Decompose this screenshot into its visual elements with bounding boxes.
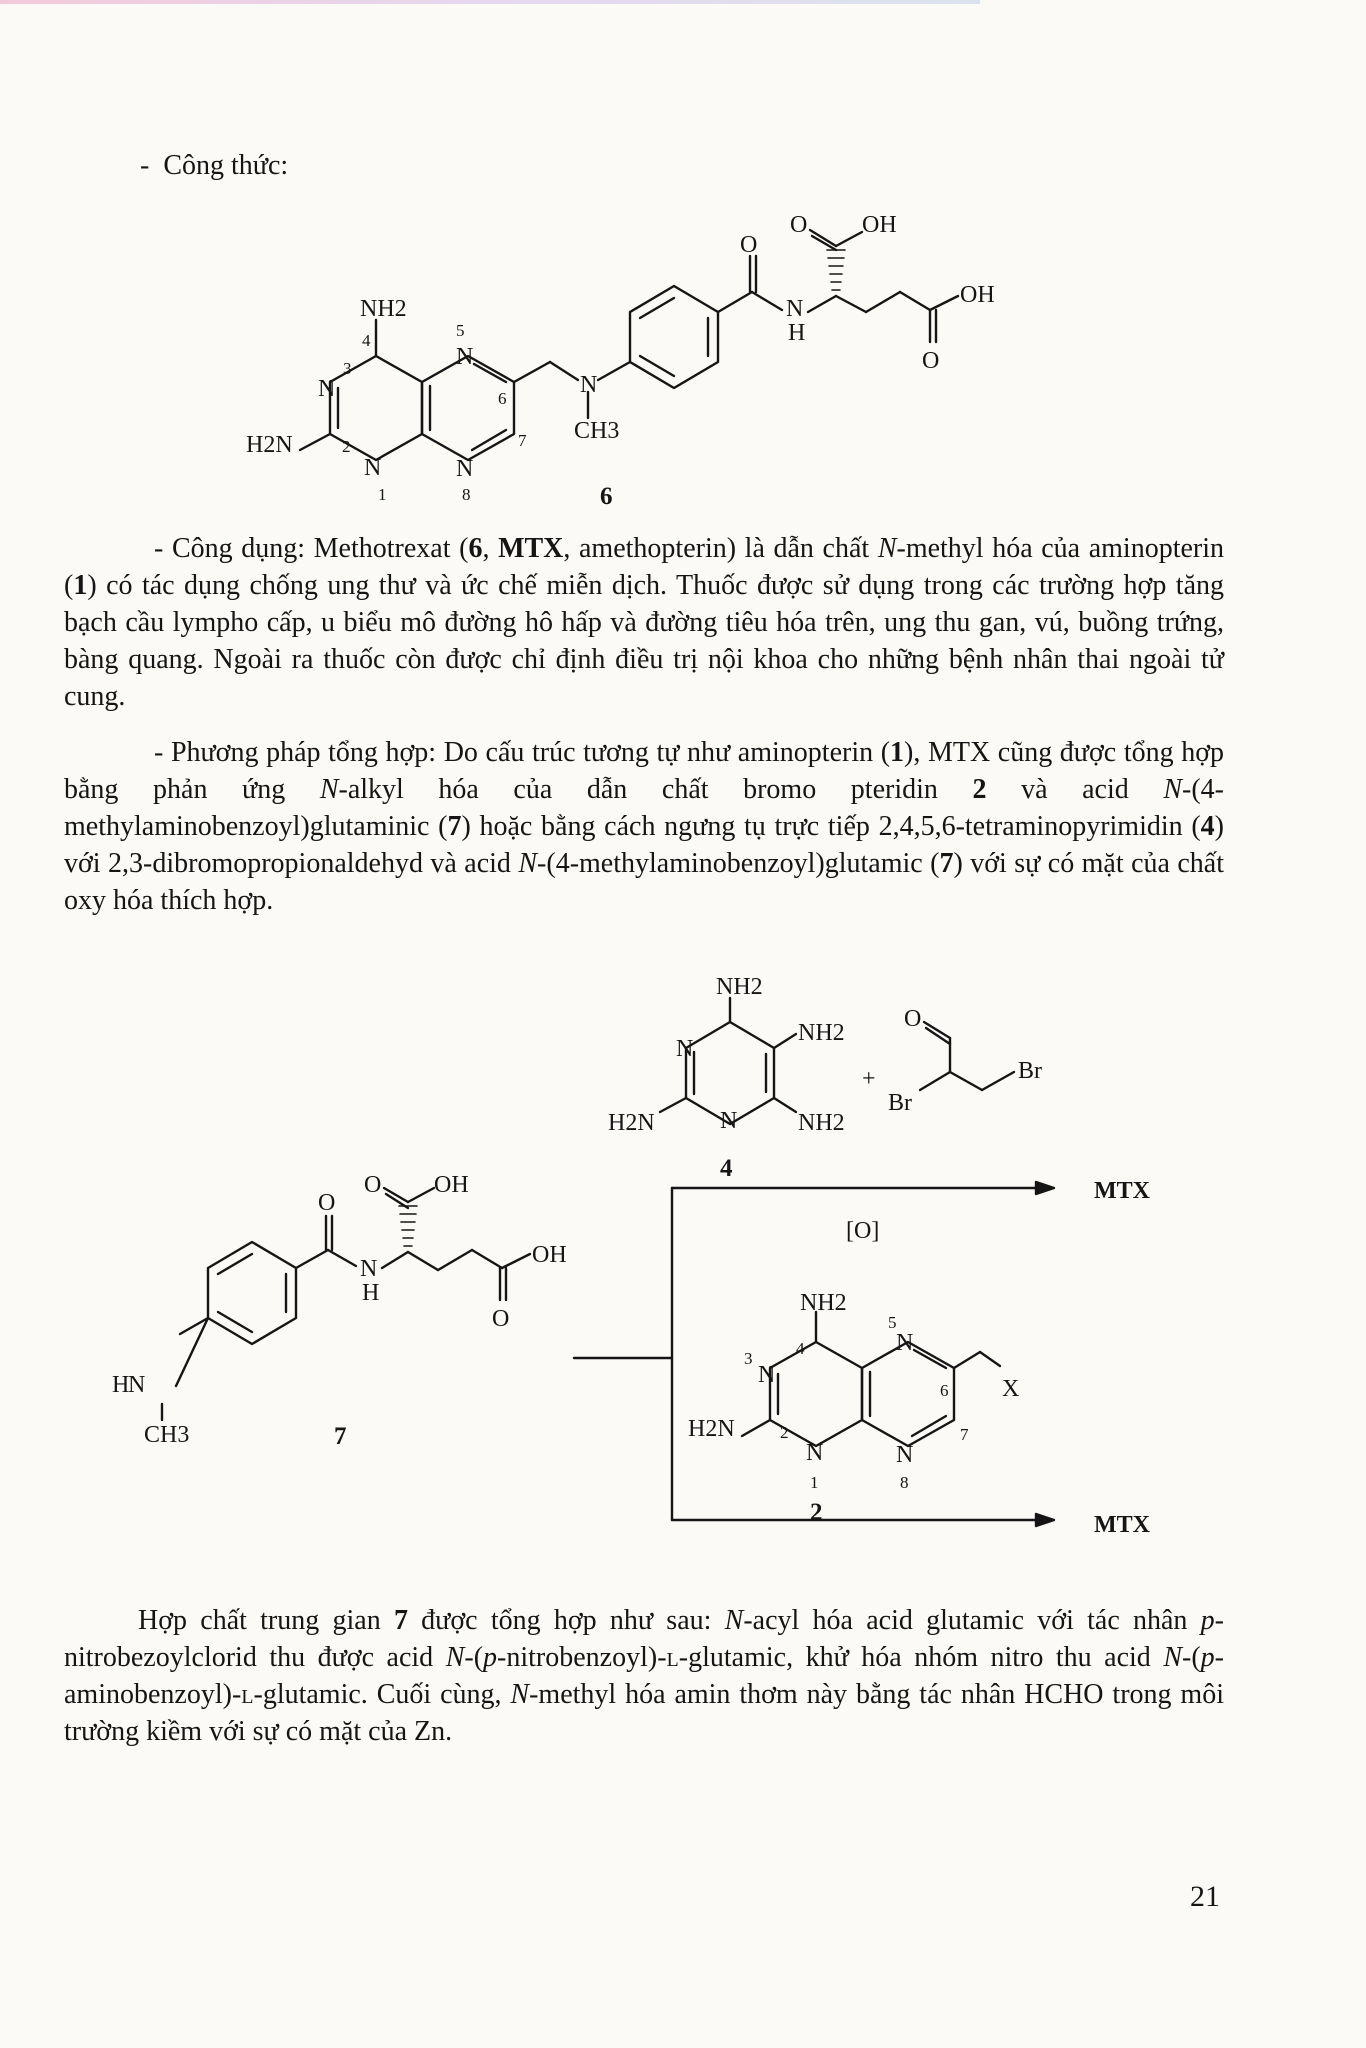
- synth-p9: ) với sự có mặt của chất oxy hóa thích hợp.: [64, 848, 1231, 916]
- amide-n-label: N: [786, 296, 804, 322]
- synth-n3: N: [518, 848, 538, 879]
- arrow-labels: [846, 1178, 1151, 1538]
- heading-dash: -: [140, 150, 150, 181]
- c2-num-5: 5: [888, 1313, 897, 1332]
- structure-dibromopropionaldehyde: [920, 1022, 1014, 1090]
- oxidant-label: [O]: [846, 1218, 880, 1244]
- usage-rest: ) có tác dụng chống ung thư và ức chế miễn dịch. Thuốc được sử dụng trong các trường hợp tăng bạch cầu lympho cấp, u biểu mô đường hô hấp và đường tiêu hóa trên, ung thu gan, vú, buồng trứng, bàng quang. Ngoài ra thuốc còn được chỉ định điều trị nội khoa cho những bệnh nhân thai ngoài tử cung.: [64, 570, 1231, 712]
- h2n-label: H2N: [246, 432, 293, 458]
- heading-text: Công thức:: [163, 150, 289, 181]
- ring-num-3: 3: [343, 359, 352, 378]
- inter-l2: l: [241, 1679, 254, 1710]
- synth-p3: -alkyl hóa của dẫn chất bromo pteridin: [338, 774, 973, 805]
- c7-acid2-o: O: [492, 1306, 510, 1332]
- structure-compound-7: [162, 1188, 530, 1420]
- usage-italic-n: N: [877, 533, 897, 564]
- inter-p10: -glutamic. Cuối cùng,: [253, 1679, 511, 1710]
- c7-amide-n: N: [360, 1256, 378, 1282]
- aldehyde-o: O: [904, 1006, 922, 1032]
- ring-num-6: 6: [498, 389, 507, 408]
- inter-p2: được tổng hợp như sau:: [407, 1605, 725, 1636]
- ring-num-5: 5: [456, 321, 465, 340]
- c2-h2n: H2N: [688, 1416, 735, 1442]
- inter-pi: p: [1200, 1605, 1215, 1636]
- synth-p5: -(4-methylaminobenzoyl)glutaminic (: [64, 774, 1225, 842]
- synth-n1: N: [319, 774, 339, 805]
- c2-n1: N: [806, 1440, 824, 1466]
- compound-7-labels: [112, 1172, 567, 1450]
- ring-num-4: 4: [362, 331, 371, 350]
- synth-p2: ), MTX cũng được tổng hợp bằng phản ứng: [64, 737, 1232, 805]
- usage-dash: -: [154, 533, 164, 564]
- inter-p2i: p: [483, 1642, 498, 1673]
- inter-p7: -glutamic, khử hóa nhóm nitro thu acid: [678, 1642, 1164, 1673]
- n3-label: N: [318, 376, 336, 402]
- inter-p5: -(: [464, 1642, 484, 1673]
- c4-h2n: H2N: [608, 1110, 655, 1136]
- n5-label: N: [456, 344, 474, 370]
- inter-p8: -(: [1182, 1642, 1201, 1673]
- nh2-label: NH2: [360, 296, 407, 322]
- c2-num-2: 2: [780, 1423, 789, 1442]
- usage-paragraph: [64, 530, 1232, 715]
- structure-methotrexate-labels: [246, 212, 995, 510]
- synth-p8: -(4-methylaminobenzoyl)glutamic (: [537, 848, 940, 879]
- compound-6-label: 6: [600, 483, 613, 510]
- inter-n2: N: [445, 1642, 465, 1673]
- inter-p11: -methyl hóa amin thơm này bằng tác nhân HCHO trong môi trường kiềm với sự có mặt của Zn.: [64, 1679, 1231, 1747]
- c2-n8: N: [896, 1442, 914, 1468]
- n1-label: N: [364, 455, 382, 481]
- inter-n3: N: [1163, 1642, 1183, 1673]
- c7-amide-h: H: [362, 1280, 380, 1306]
- inter-l1: l: [666, 1642, 679, 1673]
- usage-label: Công dụng: Methotrexat (: [171, 533, 469, 564]
- inter-n1: N: [724, 1605, 744, 1636]
- usage-abbr: MTX: [498, 533, 564, 564]
- c2-num-3: 3: [744, 1349, 753, 1368]
- synth-p7: ) với 2,3-dibromopropionaldehyd và acid: [64, 811, 1231, 879]
- synth-r1: 1: [890, 737, 905, 768]
- inter-n4: N: [510, 1679, 530, 1710]
- c7-acid2-oh: OH: [532, 1242, 567, 1268]
- c4-n-left: N: [676, 1036, 694, 1062]
- ch3-label: CH3: [574, 418, 620, 444]
- structure-compound-4-labels: [608, 974, 876, 1182]
- compound-7-label: 7: [334, 1423, 347, 1450]
- compound-4-label: 4: [720, 1155, 733, 1182]
- compound-2-label: 2: [810, 1499, 823, 1526]
- inter-r1: 7: [393, 1605, 408, 1636]
- page-number: 21: [1190, 1880, 1220, 1913]
- acid-o-label: O: [790, 212, 808, 238]
- amide-o-label: O: [740, 232, 758, 258]
- synth-p4: và acid: [986, 774, 1164, 805]
- c4-n-bottom: N: [720, 1108, 738, 1134]
- synth-dash: -: [154, 737, 164, 768]
- c2-num-8: 8: [900, 1473, 909, 1492]
- c7-hn: N: [128, 1372, 146, 1398]
- br-left: Br: [888, 1090, 912, 1116]
- synth-r5: 7: [939, 848, 954, 879]
- synth-n2: N: [1163, 774, 1183, 805]
- structure-methotrexate: [300, 230, 958, 460]
- acid2-o-label: O: [922, 348, 940, 374]
- n-methyl-label: N: [580, 372, 598, 398]
- c7-acid-o: O: [364, 1172, 382, 1198]
- usage-mid: -methyl hóa của aminopterin (: [64, 533, 1232, 601]
- c7-amide-o: O: [318, 1190, 336, 1216]
- ring-num-1: 1: [378, 485, 387, 504]
- inter-p3i: p: [1200, 1642, 1215, 1673]
- c2-num-6: 6: [940, 1381, 949, 1400]
- synth-r2: 2: [972, 774, 987, 805]
- synth-p6: ) hoặc bằng cách ngưng tụ trực tiếp 2,4,5,6-tetraminopyrimidin (: [461, 811, 1201, 842]
- ring-num-2: 2: [342, 437, 351, 456]
- synth-r4: 4: [1200, 811, 1215, 842]
- inter-p4: -nitrobezoylclorid thu được acid: [64, 1605, 1224, 1673]
- synth-p1: Phương pháp tổng hợp: Do cấu trúc tương tự như aminopterin (: [170, 737, 891, 768]
- inter-p1: Hợp chất trung gian: [138, 1605, 394, 1636]
- c2-n3: N: [758, 1362, 776, 1388]
- intermediate-paragraph: [64, 1602, 1231, 1750]
- ring-num-7: 7: [518, 431, 527, 450]
- c2-n5: N: [896, 1330, 914, 1356]
- br-right: Br: [1018, 1058, 1042, 1084]
- c7-acid-oh: OH: [434, 1172, 469, 1198]
- synthesis-paragraph: [64, 734, 1232, 919]
- dibromo-labels: [888, 1006, 1042, 1116]
- inter-p9: -aminobenzoyl)-: [64, 1642, 1224, 1710]
- c4-nh2-top: NH2: [716, 974, 763, 1000]
- product-mtx-bottom: MTX: [1094, 1512, 1150, 1538]
- usage-ref1: 1: [73, 570, 88, 601]
- usage-num: 6: [468, 533, 483, 564]
- acid2-oh-label: OH: [960, 282, 995, 308]
- acid-oh-label: OH: [862, 212, 897, 238]
- compound-2-labels: [688, 1290, 1019, 1526]
- c2-x: X: [1002, 1376, 1020, 1402]
- n8-label: N: [456, 456, 474, 482]
- c7-h: H: [112, 1372, 130, 1398]
- ring-num-8: 8: [462, 485, 471, 504]
- c7-ch3: CH3: [144, 1422, 190, 1448]
- usage-after-abbr: , amethopterin) là dẫn chất: [563, 533, 878, 564]
- synth-r3: 7: [447, 811, 462, 842]
- inter-p6: -nitrobenzoyl)-: [497, 1642, 667, 1673]
- c2-num-1: 1: [810, 1473, 819, 1492]
- c4-nh2-right: NH2: [798, 1020, 845, 1046]
- amide-h-label: H: [788, 320, 806, 346]
- c2-nh2: NH2: [800, 1290, 847, 1316]
- plus-sign: +: [862, 1066, 876, 1092]
- c4-nh2-bottom: NH2: [798, 1110, 845, 1136]
- inter-p3: -acyl hóa acid glutamic với tác nhân: [743, 1605, 1201, 1636]
- c2-num-4: 4: [796, 1339, 805, 1358]
- product-mtx-top: MTX: [1094, 1178, 1150, 1204]
- usage-sep: ,: [482, 533, 499, 564]
- c2-num-7: 7: [960, 1425, 969, 1444]
